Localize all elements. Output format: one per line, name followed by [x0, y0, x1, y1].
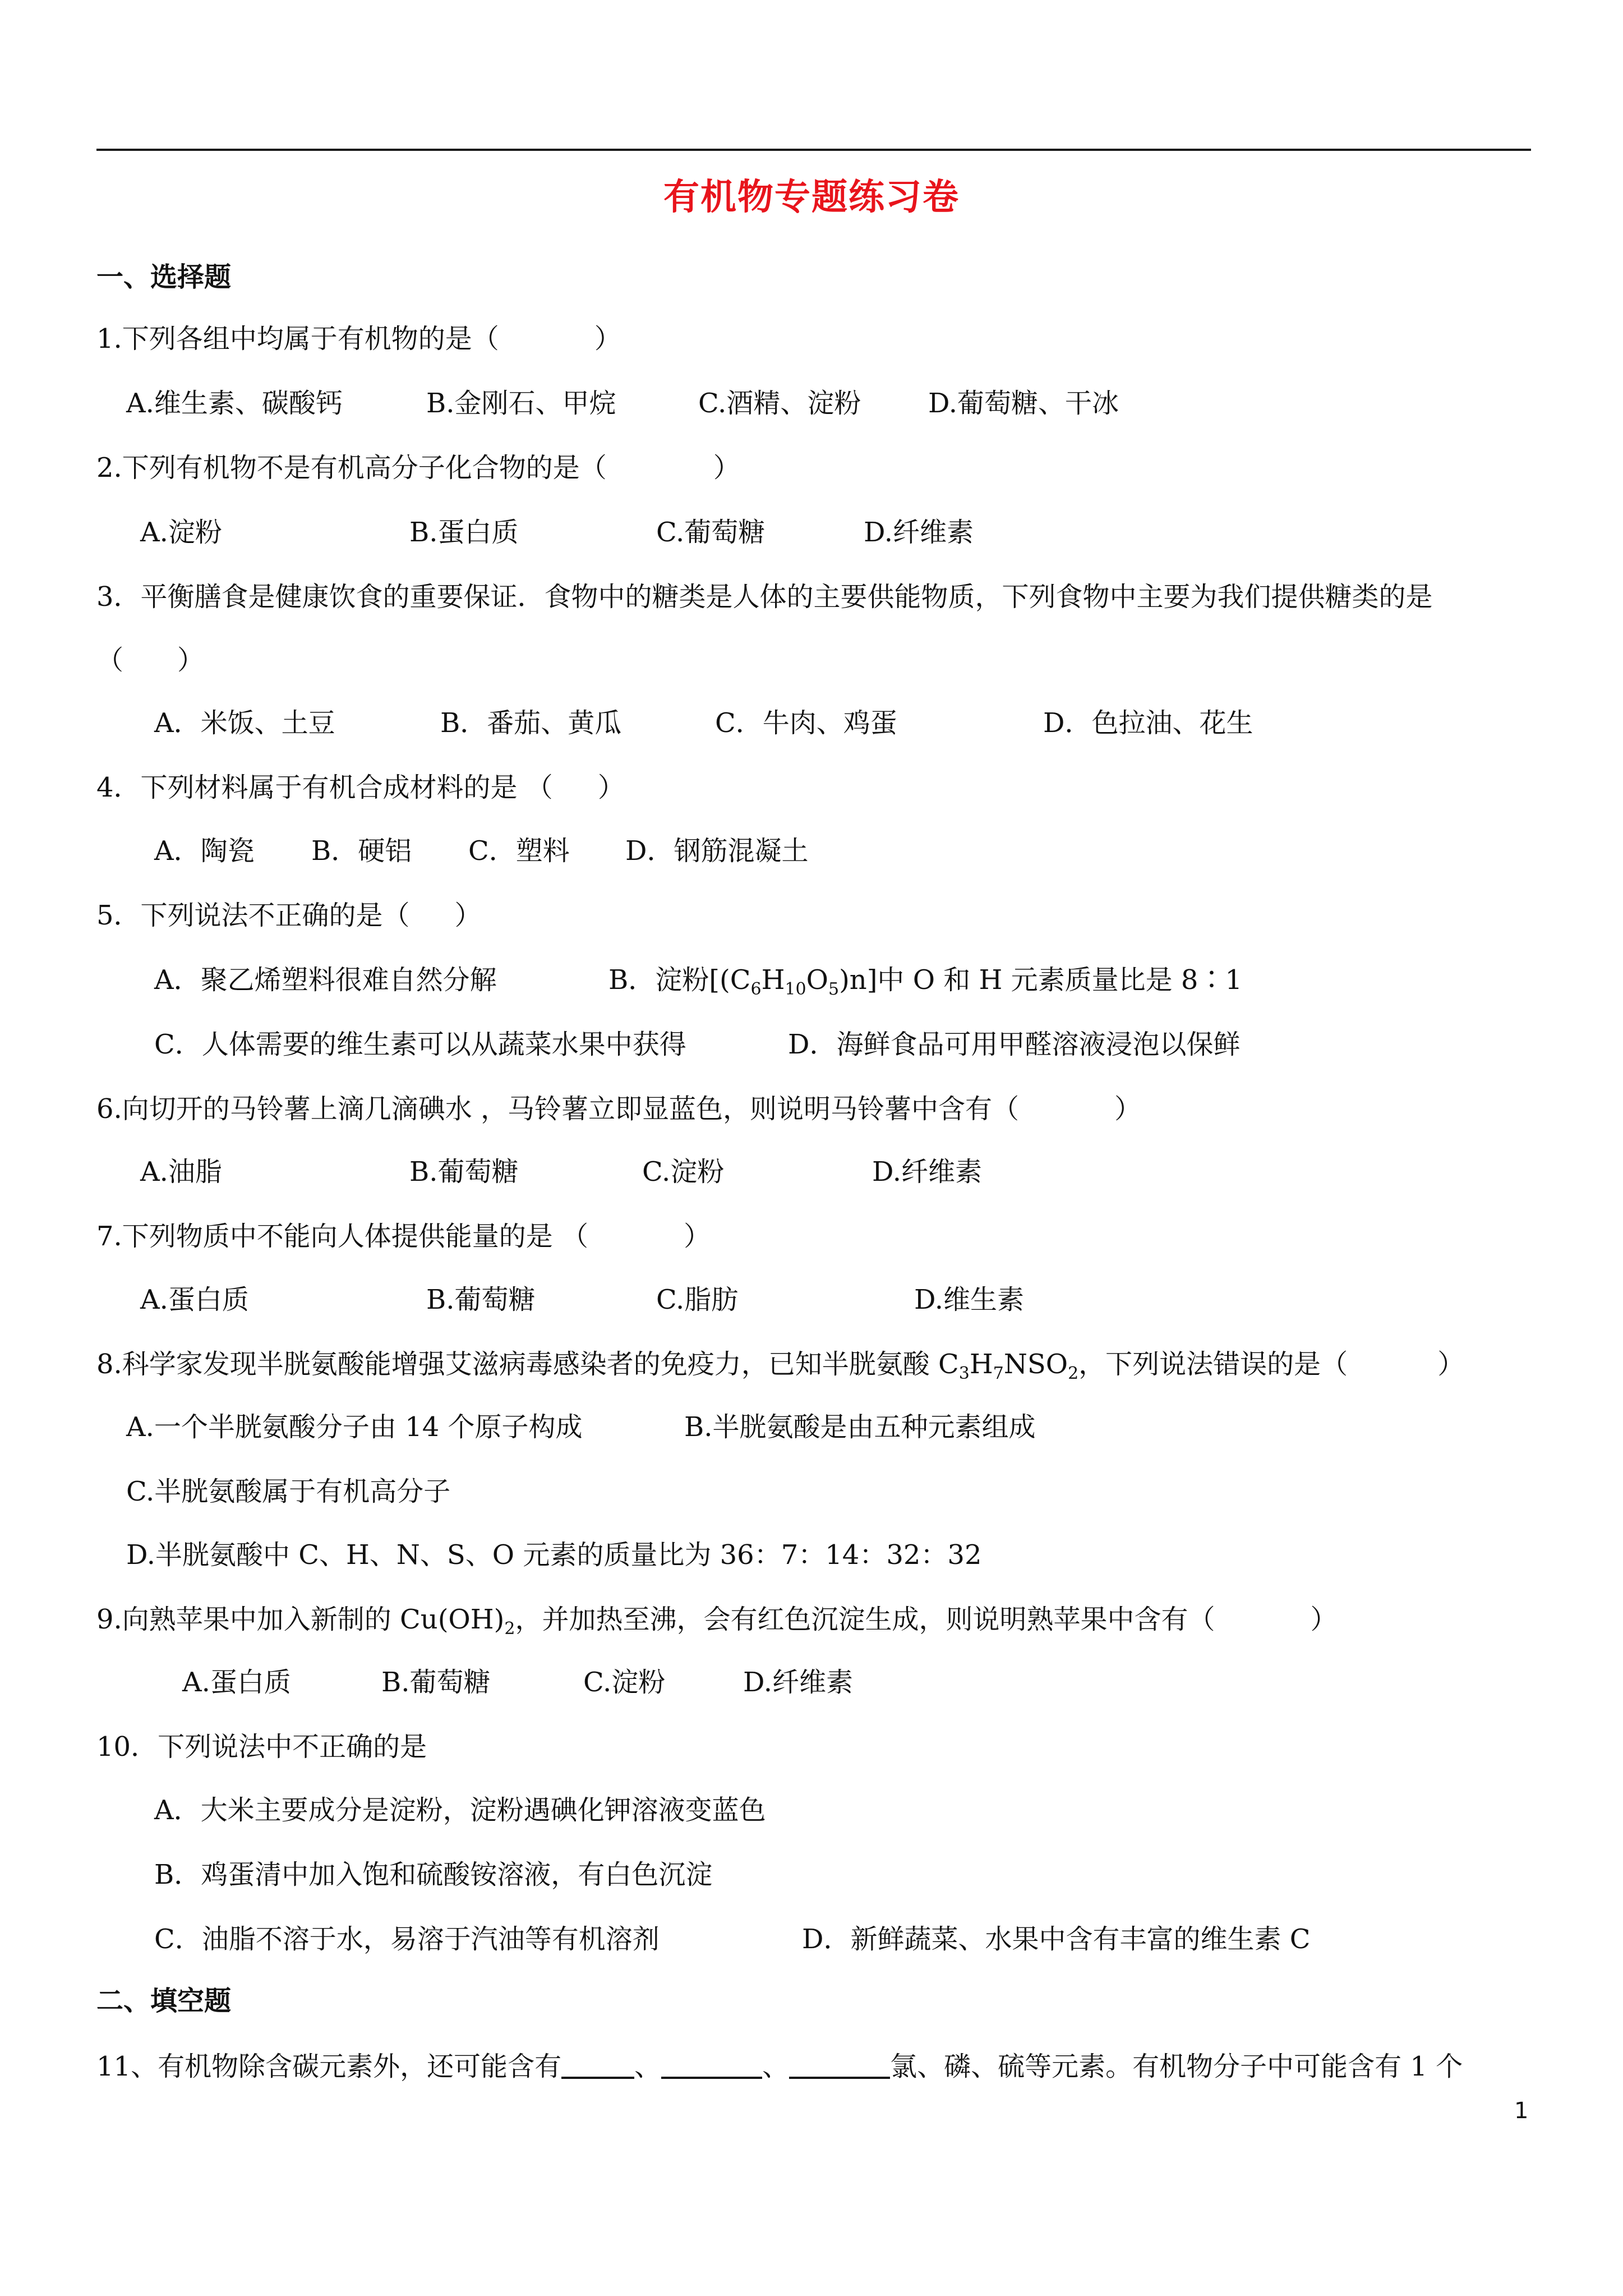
question-2-stem: 2.下列有机物不是有机高分子化合物的是（ — [96, 452, 607, 484]
question-9-option-c: C.淀粉 — [583, 1667, 666, 1698]
question-2 — [96, 446, 740, 485]
question-4-option-c: C．塑料 — [468, 835, 570, 867]
question-4 — [96, 766, 625, 804]
question-8 — [96, 1342, 1464, 1381]
question-9-option-a: A.蛋白质 — [182, 1667, 291, 1698]
question-11-blank-2[interactable] — [661, 2051, 762, 2079]
question-2-option-b: B.蛋白质 — [409, 517, 519, 548]
question-3-option-d: D．色拉油、花生 — [1043, 707, 1253, 739]
question-1-stem: 1.下列各组中均属于有机物的是（ — [96, 323, 499, 355]
question-6-stem: 6.向切开的马铃薯上滴几滴碘水 ，马铃薯立即显蓝色，则说明马铃薯中含有（ — [96, 1093, 1020, 1125]
question-8-option-c: C.半胱氨酸属于有机高分子 — [126, 1476, 451, 1507]
question-9-option-d: D.纤维素 — [743, 1667, 854, 1698]
question-5-option-b: B．淀粉$[(C_6H_{10}O_5)n]$中 O 和 H 元素质量比是 8∶1 — [608, 964, 1243, 999]
question-6-options — [140, 1150, 1486, 1188]
section-fill-heading: 二、填空题 — [96, 1985, 232, 2017]
question-10-option-b-row — [154, 1853, 1500, 1890]
question-7-option-d: D.维生素 — [914, 1284, 1025, 1315]
question-5-option-a: A．聚乙烯塑料很难自然分解 — [154, 964, 497, 996]
question-3-option-b: B．番茄、黄瓜 — [440, 707, 622, 739]
page-number: 1 — [1514, 2098, 1529, 2124]
question-2-options — [140, 510, 1486, 548]
question-1-option-b: B.金刚石、甲烷 — [426, 388, 616, 419]
question-10-option-c: C．油脂不溶于水，易溶于汽油等有机溶剂 — [154, 1924, 660, 1955]
question-8-option-d: D.半胱氨酸中 C、H、N、S、O 元素的质量比为 36：7：14：32：32 — [126, 1539, 982, 1571]
question-9-option-b: B.葡萄糖 — [381, 1667, 491, 1698]
question-3-options — [154, 701, 1500, 739]
question-11-blank-3[interactable] — [789, 2051, 890, 2079]
question-5-stem: 5．下列说法不正确的是（ — [96, 900, 410, 931]
question-9-stem: 9.向熟苹果中加入新制的 $Cu(OH)_2$，并加热至沸，会有红色沉淀生成，则说明熟苹果中含有（ — [96, 1604, 1215, 1639]
question-7-option-b: B.葡萄糖 — [426, 1284, 536, 1315]
question-4-stem: 4．下列材料属于有机合成材料的是 （ — [96, 772, 553, 803]
question-5 — [96, 894, 482, 932]
question-1-option-a: A.维生素、碳酸钙 — [126, 388, 343, 419]
question-10-options-cd — [154, 1917, 1500, 1955]
question-3-option-a: A．米饭、土豆 — [154, 707, 335, 739]
question-6 — [96, 1087, 1141, 1126]
question-11-sep-1: 、 — [634, 2051, 662, 2082]
question-6-option-a: A.油脂 — [140, 1156, 222, 1188]
question-1-options — [126, 381, 1528, 419]
question-7-close: ） — [684, 1221, 711, 1252]
question-4-option-d: D．钢筋混凝土 — [625, 835, 809, 867]
question-10-option-d: D．新鲜蔬菜、水果中含有丰富的维生素 C — [802, 1924, 1311, 1955]
question-6-close: ） — [1114, 1093, 1142, 1125]
question-3-option-c: C．牛肉、鸡蛋 — [715, 707, 897, 739]
question-7-option-a: A.蛋白质 — [140, 1284, 249, 1315]
question-9 — [96, 1598, 1338, 1639]
question-3: 3．平衡膳食是健康饮食的重要保证．食物中的糖类是人体的主要供能物质，下列食物中主要为我们提供糖类的是 — [96, 581, 1433, 613]
question-10-option-a-row — [154, 1788, 1500, 1826]
question-6-option-b: B.葡萄糖 — [409, 1156, 519, 1188]
question-11-post: 氯、磷、硫等元素。有机物分子中可能含有 1 个 — [890, 2051, 1463, 2082]
question-4-options — [154, 829, 1500, 867]
question-8-option-b: B.半胱氨酸是由五种元素组成 — [684, 1411, 1036, 1443]
question-5-option-d: D．海鲜食品可用甲醛溶液浸泡以保鲜 — [788, 1029, 1241, 1060]
question-6-option-c: C.淀粉 — [642, 1156, 725, 1188]
question-8-close: ） — [1437, 1349, 1465, 1380]
header-rule — [96, 149, 1531, 151]
question-5-close: ） — [454, 900, 482, 931]
question-5-options-cd — [154, 1023, 1500, 1060]
question-7-option-c: C.脂肪 — [656, 1284, 739, 1315]
question-5-option-c: C．人体需要的维生素可以从蔬菜水果中获得 — [154, 1029, 686, 1060]
question-4-option-a: A．陶瓷 — [154, 835, 255, 867]
question-2-option-d: D.纤维素 — [864, 517, 974, 548]
question-11-sep-2: 、 — [762, 2051, 790, 2082]
question-5-options-ab — [154, 958, 1500, 999]
section-choice-heading: 一、选择题 — [96, 261, 232, 293]
question-11-blank-1[interactable] — [561, 2051, 634, 2079]
question-3-paren: （ ） — [96, 645, 205, 676]
question-4-close: ） — [597, 772, 625, 803]
question-2-close: ） — [713, 452, 740, 484]
question-10: 10．下列说法中不正确的是 — [96, 1731, 427, 1763]
question-7-stem: 7.下列物质中不能向人体提供能量的是 （ — [96, 1221, 589, 1252]
question-8-option-d-row — [126, 1533, 1472, 1571]
question-8-option-a: A.一个半胱氨酸分子由 14 个原子构成 — [126, 1411, 583, 1443]
question-4-option-b: B．硬铝 — [311, 835, 412, 867]
question-1-option-d: D.葡萄糖、干冰 — [928, 388, 1119, 419]
question-6-option-d: D.纤维素 — [872, 1156, 983, 1188]
question-9-options — [182, 1660, 1528, 1698]
question-7 — [96, 1214, 711, 1253]
question-1 — [96, 317, 621, 356]
page-title: 有机物专题练习卷 — [663, 176, 960, 218]
question-9-close: ） — [1310, 1604, 1338, 1635]
question-8-options-ab — [126, 1405, 1472, 1443]
question-11 — [96, 2045, 1463, 2083]
question-7-options — [140, 1278, 1486, 1315]
question-11-pre: 11、有机物除含碳元素外，还可能含有 — [96, 2051, 562, 2082]
question-8-option-c-row — [126, 1470, 1472, 1507]
question-10-option-b: B．鸡蛋清中加入饱和硫酸铵溶液，有白色沉淀 — [154, 1859, 713, 1890]
question-10-option-a: A．大米主要成分是淀粉，淀粉遇碘化钾溶液变蓝色 — [154, 1795, 766, 1826]
question-1-close: ） — [594, 323, 621, 355]
question-2-option-c: C.葡萄糖 — [656, 517, 766, 548]
question-2-option-a: A.淀粉 — [140, 517, 222, 548]
question-8-stem: 8.科学家发现半胱氨酸能增强艾滋病毒感染者的免疫力，已知半胱氨酸 $C_3H_7NSO_2$，下列说法错误的是（ — [96, 1349, 1348, 1383]
question-1-option-c: C.酒精、淀粉 — [698, 388, 861, 419]
